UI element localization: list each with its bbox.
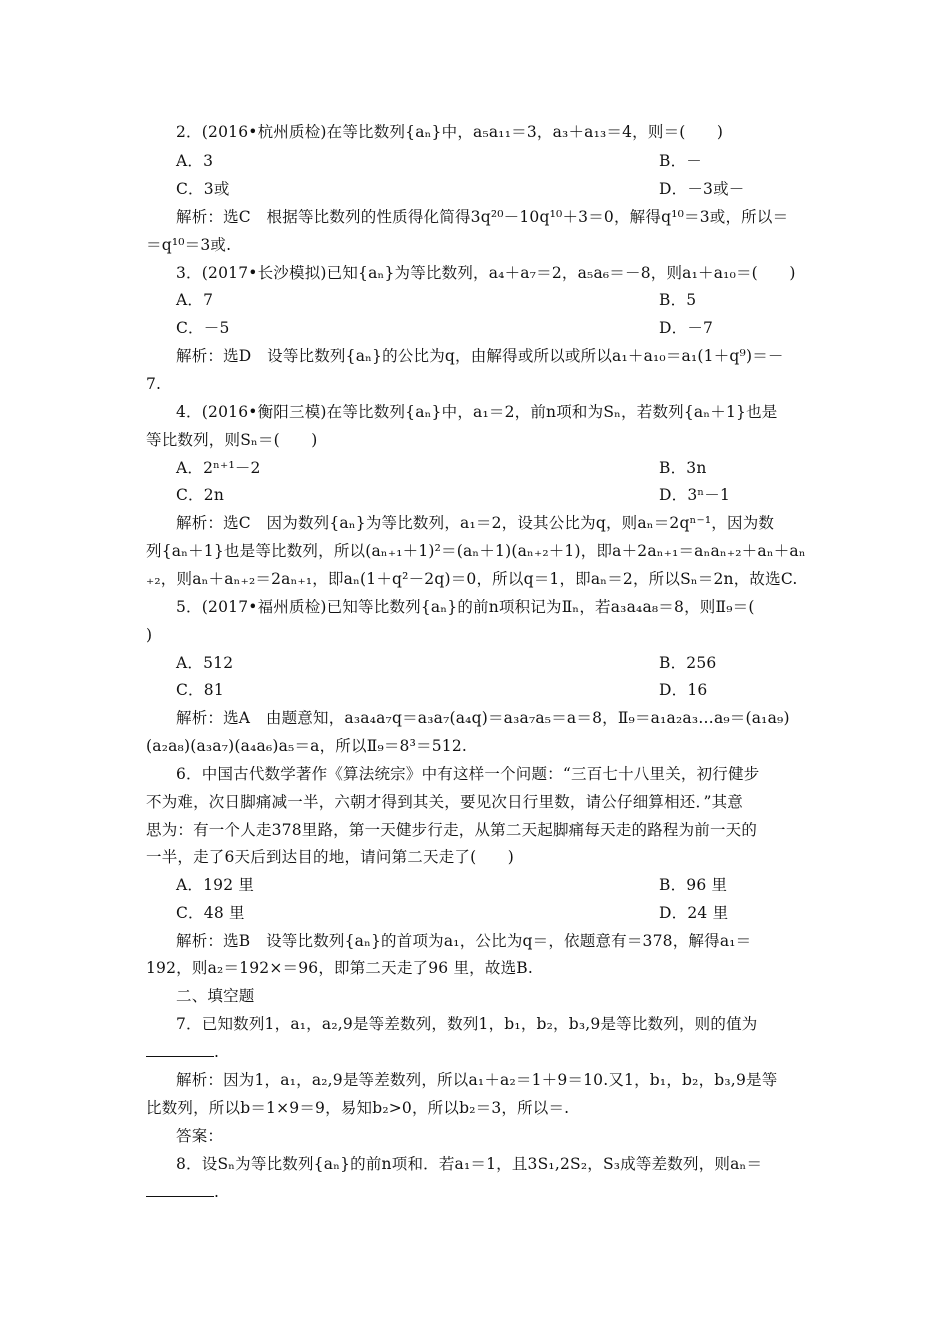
q2-stem: 2．(2016•杭州质检)在等比数列{aₙ}中，a₅a₁₁＝3，a₃＋a₁₃＝4，则＝( ) [176,123,724,141]
q4-stem-line2: 等比数列，则Sₙ＝( ) [146,431,318,449]
q2-option-b: B．－ [659,152,702,170]
q5-stem-line2: ) [146,626,153,644]
section-heading: 二、填空题 [176,987,255,1005]
q2-option-c: C．3或 [176,180,230,198]
q4-option-a: A．2ⁿ⁺¹－2 [176,459,261,477]
q3-option-b: B．5 [659,291,697,309]
q4-options-row1 [176,458,841,478]
q6-option-d: D．24 里 [659,904,729,922]
q7-answer-label: 答案： [176,1127,224,1145]
q7-blank-end: . [214,1043,220,1061]
q6-stem-line1: 6．中国古代数学著作《算法统宗》中有这样一个问题：“三百七十八里关，初行健步 [176,765,760,783]
q6-option-a: A．192 里 [176,876,255,894]
q4-option-d: D．3ⁿ－1 [659,486,731,504]
q3-option-c: C．－5 [176,319,230,337]
q5-stem-line1: 5．(2017•福州质检)已知等比数列{aₙ}的前n项积记为Ⅱₙ，若a₃a₄a₈＝8，则Ⅱ₉＝( [176,598,755,616]
q6-solution-line1: 解析：选B 设等比数列{aₙ}的首项为a₁，公比为q＝，依题意有＝378，解得a₁＝ [176,932,752,950]
q5-option-a: A．512 [176,654,234,672]
q4-solution-line2: 列{aₙ＋1}也是等比数列，所以(aₙ₊₁＋1)²＝(aₙ＋1)(aₙ₊₂＋1)，即a＋2aₙ₊₁＝aₙaₙ₊₂＋aₙ＋aₙ [146,542,806,560]
q6-options-row1 [176,875,841,895]
q3-solution-line1: 解析：选D 设等比数列{aₙ}的公比为q，由解得或所以或所以a₁＋a₁₀＝a₁(1＋q⁹)＝－ [176,347,784,365]
q3-options-row2 [176,318,841,338]
q8-blank-end: . [214,1183,220,1201]
q5-solution-line2: (a₂a₈)(a₃a₇)(a₄a₆)a₅＝a，所以Ⅱ₉＝8³＝512. [146,737,468,755]
q5-options-row1 [176,653,841,673]
q6-options-row2 [176,903,841,923]
q2-option-d: D．－3或－ [659,180,745,198]
answer-blank [146,1042,214,1057]
q4-solution-line1: 解析：选C 因为数列{aₙ}为等比数列，a₁＝2，设其公比为q，则aₙ＝2qⁿ⁻¹，因为数 [176,514,775,532]
q6-stem-line4: 一半，走了6天后到达目的地，请问第二天走了( ) [146,848,514,866]
q4-solution-line3: ₊₂，则aₙ＋aₙ₊₂＝2aₙ₊₁，即aₙ(1＋q²－2q)＝0，所以q＝1，即aₙ＝2，所以Sₙ＝2n，故选C. [146,570,798,588]
q8-answer-blank [146,1182,811,1202]
q7-solution-line2: 比数列，所以b＝1×9＝9，易知b₂>0，所以b₂＝3，所以＝. [146,1099,570,1117]
answer-blank [146,1182,214,1197]
q2-options-row1 [176,151,841,171]
q3-options-row1 [176,290,841,310]
q2-solution-line1: 解析：选C 根据等比数列的性质得化简得3q²⁰－10q¹⁰＋3＝0，解得q¹⁰＝3或，所以＝ [176,208,789,226]
q7-solution-line1: 解析：因为1，a₁，a₂,9是等差数列，所以a₁＋a₂＝1＋9＝10.又1，b₁，b₂，b₃,9是等 [176,1071,778,1089]
q5-option-c: C．81 [176,681,224,699]
q6-option-c: C．48 里 [176,904,245,922]
q6-solution-line2: 192，则a₂＝192×＝96，即第二天走了96 里，故选B. [146,959,534,977]
q4-options-row2 [176,485,841,505]
q6-option-b: B．96 里 [659,876,728,894]
q2-solution-line2: ＝q¹⁰＝3或. [146,236,232,254]
q5-solution-line1: 解析：选A 由题意知，a₃a₄a₇q＝a₃a₇(a₄q)＝a₃a₇a₅＝a＝8，Ⅱ₉＝a₁a₂a₃…a₉＝(a₁a₉) [176,709,790,727]
q4-stem-line1: 4．(2016•衡阳三模)在等比数列{aₙ}中，a₁＝2，前n项和为Sₙ，若数列{aₙ＋1}也是 [176,403,778,421]
q6-stem-line2: 不为难，次日脚痛减一半，六朝才得到其关，要见次日行里数，请公仔细算相还．”其意 [146,793,743,811]
q6-stem-line3: 思为：有一个人走378里路，第一天健步行走，从第二天起脚痛每天走的路程为前一天的 [146,821,758,839]
q3-option-d: D．－7 [659,319,714,337]
q7-answer-blank [146,1042,811,1062]
q3-solution-line2: 7. [146,375,162,393]
q2-options-row2 [176,179,841,199]
q5-option-d: D．16 [659,681,708,699]
q7-stem: 7．已知数列1，a₁，a₂,9是等差数列，数列1，b₁，b₂，b₃,9是等比数列，则的值为 [176,1015,758,1033]
q4-option-b: B．3n [659,459,707,477]
q2-option-a: A．3 [176,152,214,170]
q3-stem: 3．(2017•长沙模拟)已知{aₙ}为等比数列，a₄＋a₇＝2，a₅a₆＝－8，则a₁＋a₁₀＝( ) [176,264,796,282]
q5-options-row2 [176,680,841,700]
q8-stem: 8．设Sₙ为等比数列{aₙ}的前n项和．若a₁＝1，且3S₁,2S₂，S₃成等差数列，则aₙ＝ [176,1155,763,1173]
q4-option-c: C．2n [176,486,225,504]
q3-option-a: A．7 [176,291,214,309]
q5-option-b: B．256 [659,654,717,672]
